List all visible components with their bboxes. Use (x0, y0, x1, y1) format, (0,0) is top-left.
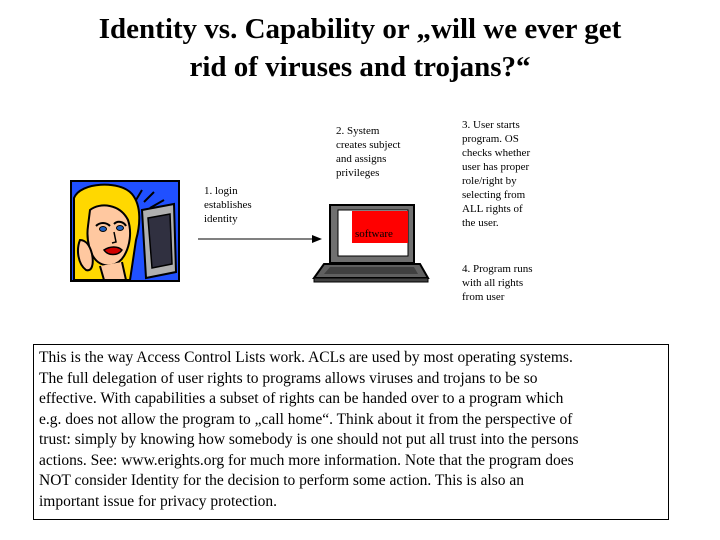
step-3-line: selecting from (462, 189, 526, 201)
description-line: important issue for privacy protection. (39, 492, 278, 510)
step-3-line: 3. User starts (462, 119, 520, 131)
slide-title (20, 10, 700, 86)
step-3-line: ALL rights of (462, 203, 523, 215)
title-line-1: Identity vs. Capability or „will we ever get (98, 13, 622, 45)
step-3-line: the user. (462, 217, 499, 229)
step-4-line: with all rights (462, 277, 524, 289)
description-line: effective. With capabilities a subset of rights can be handed over to a program which (39, 390, 564, 407)
step-2-line: creates subject (336, 139, 401, 151)
step-2-line: and assigns (336, 153, 387, 165)
arrow-right-icon (196, 232, 326, 246)
step-2-label (336, 124, 416, 180)
step-3-line: checks whether (462, 147, 531, 159)
description-line: NOT consider Identity for the decision to perform some action. This is also an (39, 472, 524, 489)
step-3-label (462, 118, 548, 230)
description-line: e.g. does not allow the program to „call home“. Think about it from the perspective of (39, 410, 573, 428)
step-3-line: role/right by (462, 175, 517, 187)
software-label: software (355, 228, 393, 240)
step-1-line: identity (204, 213, 238, 225)
step-2-line: 2. System (336, 125, 380, 137)
step-3-line: user has proper (462, 161, 530, 173)
description-box (33, 344, 669, 520)
woman-at-computer-icon (70, 180, 180, 282)
title-line-2: rid of viruses and trojans?“ (189, 51, 531, 83)
step-4-line: 4. Program runs (462, 263, 533, 275)
step-4-line: from user (462, 291, 505, 303)
step-1-line: 1. login (204, 185, 238, 197)
description-line: The full delegation of user rights to programs allows viruses and trojans to be so (39, 369, 538, 387)
description-line: actions. See: www.erights.org for much more information. Note that the program does (39, 451, 574, 469)
description-line: This is the way Access Control Lists work. ACLs are used by most operating systems. (39, 349, 573, 366)
step-3-line: program. OS (462, 133, 519, 145)
step-2-line: privileges (336, 167, 380, 179)
description-line: trust: simply by knowing how somebody is one should not put all trust into the persons (39, 431, 579, 448)
step-1-label (204, 184, 274, 226)
step-4-label (462, 262, 548, 304)
step-1-line: establishes (204, 199, 252, 211)
